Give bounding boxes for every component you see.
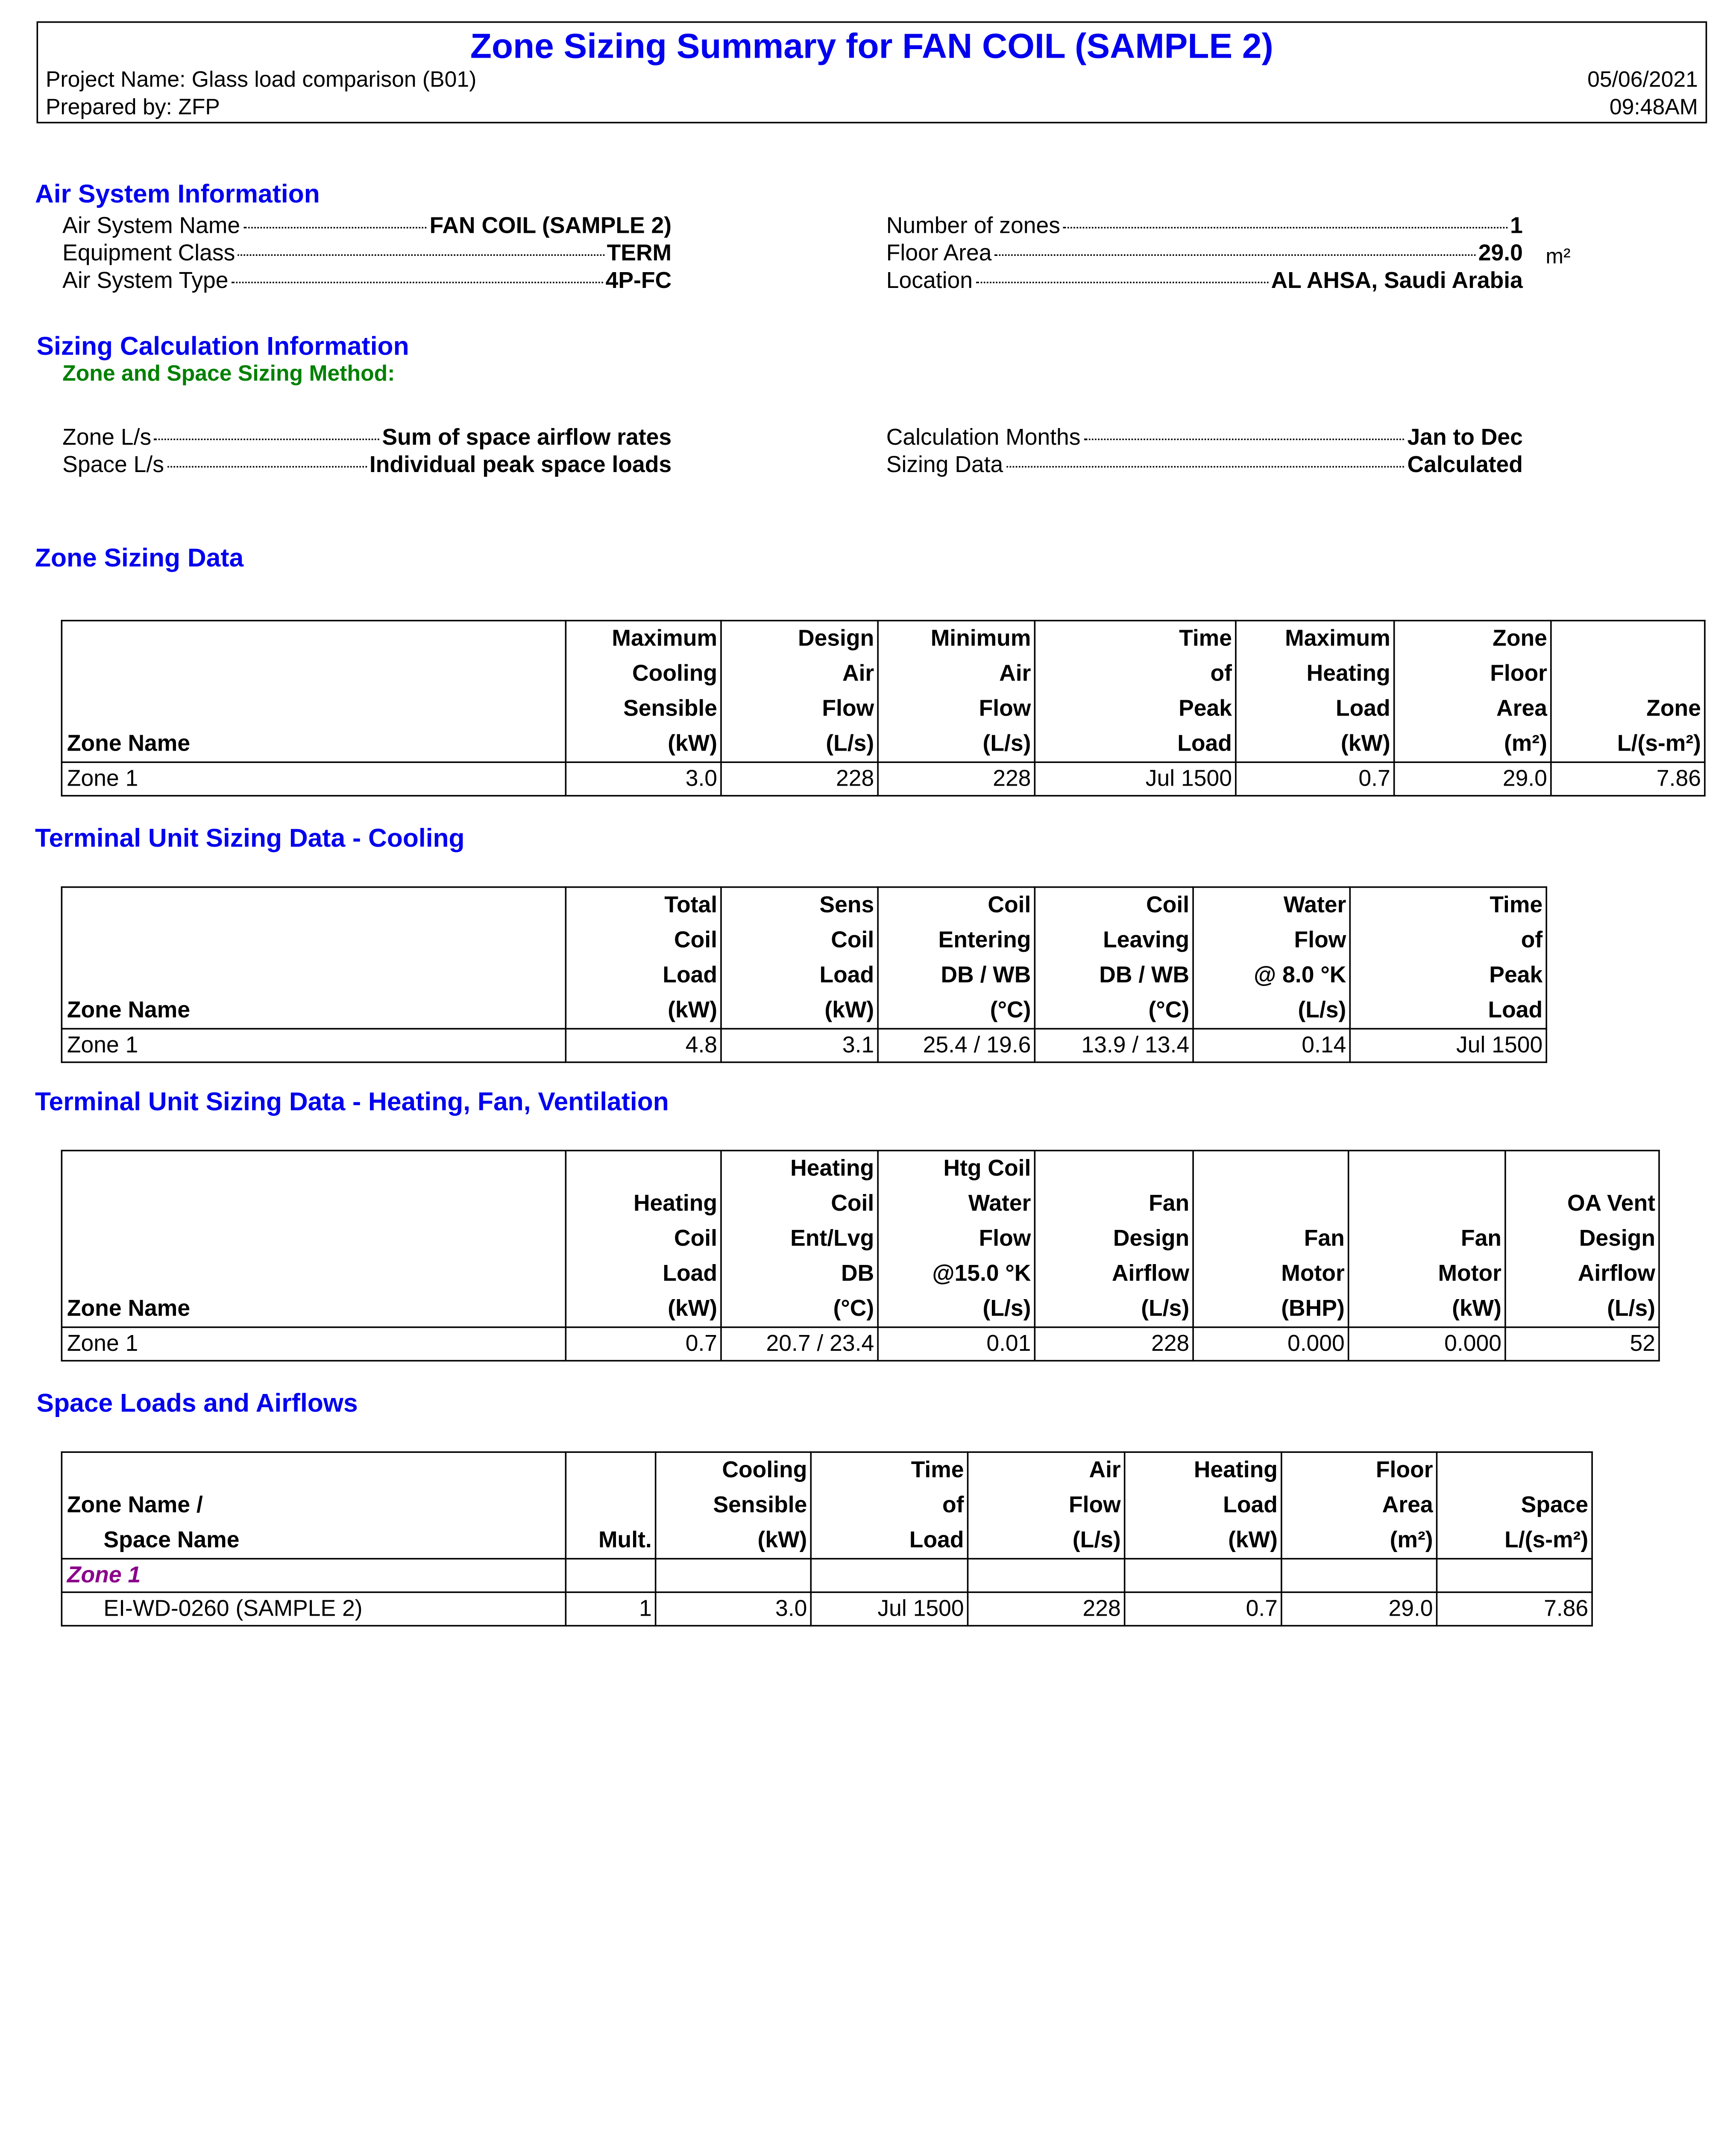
air-system-type-label: Air System Type: [62, 268, 229, 294]
header-line: (m²): [1504, 731, 1547, 757]
table-cell: [811, 1559, 968, 1592]
table-cell: Zone 1: [62, 1327, 566, 1361]
column-header: [1505, 1150, 1659, 1327]
space-ls-row: [62, 452, 672, 478]
air-system-name-label: Air System Name: [62, 213, 240, 239]
header-line: Cooling: [632, 661, 718, 687]
floor-area-row: [886, 241, 1523, 267]
air-system-name-row: [62, 213, 672, 239]
header-line: (kW): [1340, 731, 1390, 757]
header-line: @ 8.0 °K: [1254, 962, 1346, 989]
header-line: Heating: [790, 1156, 874, 1182]
header-line: Load: [1177, 731, 1232, 757]
header-line: Load: [909, 1527, 964, 1554]
column-header: [566, 1452, 655, 1559]
header-line: (L/s): [826, 731, 874, 757]
zone-sizing-section-title: Zone Sizing Data: [35, 543, 244, 573]
space-ls-label: Space L/s: [62, 452, 164, 478]
dot-leader: [238, 253, 604, 256]
header-line: @15.0 °K: [932, 1261, 1031, 1287]
header-line: Water: [1283, 892, 1346, 918]
column-header: [721, 621, 878, 763]
header-line: (°C): [1148, 998, 1190, 1024]
table-cell: 0.01: [878, 1327, 1035, 1361]
header-line: Coil: [988, 892, 1031, 918]
report-header: [37, 21, 1707, 123]
sizing-data-value: Calculated: [1407, 452, 1523, 478]
header-line: (L/s): [1072, 1527, 1121, 1554]
prepared-by: Prepared by: ZFP: [45, 96, 220, 120]
column-header: [62, 887, 566, 1029]
header-line: Mult.: [598, 1527, 652, 1554]
header-line: DB / WB: [1099, 962, 1190, 989]
header-line: Sensible: [713, 1492, 807, 1519]
header-line: Time: [1179, 626, 1232, 652]
dot-leader: [1006, 464, 1404, 467]
table-cell: 1: [566, 1592, 655, 1625]
header-line: Coil: [831, 927, 874, 954]
column-header: [62, 1452, 566, 1559]
location-row: [886, 268, 1523, 294]
location-value: AL AHSA, Saudi Arabia: [1271, 268, 1523, 294]
table-cell: 7.86: [1437, 1592, 1592, 1625]
table-cell: 13.9 / 13.4: [1035, 1029, 1193, 1062]
table-cell: Jul 1500: [1035, 762, 1236, 795]
table-header-row: [62, 887, 1546, 1029]
dot-leader: [167, 464, 367, 467]
table-cell: 4.8: [566, 1029, 721, 1062]
table-cell: [1125, 1559, 1281, 1592]
table-row: [62, 762, 1705, 795]
table-cell: 0.000: [1349, 1327, 1505, 1361]
header-line: Airflow: [1578, 1261, 1656, 1287]
header-line: (°C): [990, 998, 1031, 1024]
header-line: Motor: [1281, 1261, 1345, 1287]
table-header-row: [62, 1452, 1592, 1559]
header-line: Sensible: [623, 696, 718, 722]
header-line: Design: [1113, 1226, 1190, 1252]
number-of-zones-label: Number of zones: [886, 213, 1061, 239]
table-cell: 20.7 / 23.4: [721, 1327, 878, 1361]
table-cell: 52: [1505, 1327, 1659, 1361]
equipment-class-value: TERM: [607, 241, 672, 267]
header-line: Sens: [819, 892, 874, 918]
air-system-type-value: 4P-FC: [605, 268, 672, 294]
column-header: [1551, 621, 1705, 763]
header-line: (L/s): [1298, 998, 1346, 1024]
table-cell: 228: [968, 1592, 1124, 1625]
calc-months-row: [886, 425, 1523, 451]
tu-cooling-section-title: Terminal Unit Sizing Data - Cooling: [35, 824, 465, 853]
column-header: [566, 1150, 721, 1327]
sizing-method-title: Zone and Space Sizing Method:: [62, 362, 395, 387]
column-header: [721, 887, 878, 1029]
header-line: Cooling: [722, 1457, 807, 1484]
air-system-name-value: FAN COIL (SAMPLE 2): [429, 213, 672, 239]
tu-heating-table: [61, 1150, 1660, 1361]
header-line: (L/s): [1607, 1296, 1656, 1322]
header-line: (°C): [833, 1296, 874, 1322]
header-line: (BHP): [1281, 1296, 1345, 1322]
header-line: Zone: [1646, 696, 1701, 722]
header-line: (kW): [668, 998, 718, 1024]
table-row: [62, 1327, 1659, 1361]
column-header: [1437, 1452, 1592, 1559]
column-header: [878, 1150, 1035, 1327]
number-of-zones-value: 1: [1510, 213, 1523, 239]
table-cell: 0.7: [1236, 762, 1394, 795]
zone-ls-row: [62, 425, 672, 451]
column-header: [811, 1452, 968, 1559]
column-header: [566, 887, 721, 1029]
column-header: [878, 621, 1035, 763]
header-line: Coil: [1146, 892, 1190, 918]
table-cell: 0.7: [566, 1327, 721, 1361]
header-line: Zone: [1493, 626, 1547, 652]
location-label: Location: [886, 268, 973, 294]
table-cell: 228: [1035, 1327, 1193, 1361]
column-header: [566, 621, 721, 763]
header-line: Coil: [674, 927, 718, 954]
header-line: Air: [842, 661, 874, 687]
column-header: [968, 1452, 1124, 1559]
sizing-data-row: [886, 452, 1523, 478]
dot-leader: [995, 253, 1475, 256]
header-line: Load: [1223, 1492, 1278, 1519]
header-line: Flow: [822, 696, 874, 722]
column-header: [1193, 887, 1350, 1029]
header-line: Zone Name: [67, 731, 191, 757]
header-line: Floor: [1490, 661, 1547, 687]
table-cell: [1281, 1559, 1437, 1592]
table-cell: Jul 1500: [1350, 1029, 1546, 1062]
zone-sizing-table: [61, 620, 1706, 797]
table-cell: 0.7: [1125, 1592, 1281, 1625]
header-line: of: [1210, 661, 1232, 687]
dot-leader: [232, 280, 603, 283]
dot-leader: [1084, 437, 1405, 440]
zone-ls-value: Sum of space airflow rates: [382, 425, 672, 451]
table-cell: 3.0: [656, 1592, 811, 1625]
column-header: [878, 887, 1035, 1029]
header-line: (L/s): [982, 731, 1031, 757]
tu-cooling-table: [61, 886, 1547, 1063]
header-line: (kW): [1228, 1527, 1278, 1554]
column-header: [1394, 621, 1551, 763]
header-line: Heating: [1306, 661, 1390, 687]
air-system-type-row: [62, 268, 672, 294]
header-line: Load: [1488, 998, 1543, 1024]
table-cell: 228: [878, 762, 1035, 795]
header-line: Load: [1335, 696, 1390, 722]
header-line: Peak: [1489, 962, 1543, 989]
header-line: Flow: [979, 696, 1031, 722]
header-line: Airflow: [1111, 1261, 1190, 1287]
zone-group-label: Zone 1: [62, 1559, 566, 1592]
zone-ls-label: Zone L/s: [62, 425, 152, 451]
header-line: Leaving: [1103, 927, 1190, 954]
header-line: Maximum: [1285, 626, 1390, 652]
header-line: Fan: [1460, 1226, 1501, 1252]
header-line: Coil: [674, 1226, 718, 1252]
table-cell: Zone 1: [62, 762, 566, 795]
floor-area-label: Floor Area: [886, 241, 992, 267]
header-line: Motor: [1438, 1261, 1501, 1287]
header-line: Minimum: [930, 626, 1031, 652]
zone-group-row: [62, 1559, 1592, 1592]
table-cell: [1437, 1559, 1592, 1592]
table-cell: 3.0: [566, 762, 721, 795]
header-line: Ent/Lvg: [790, 1226, 874, 1252]
table-cell: 29.0: [1281, 1592, 1437, 1625]
header-line: Time: [911, 1457, 964, 1484]
header-line: (kW): [668, 731, 718, 757]
header-line: (m²): [1390, 1527, 1433, 1554]
header-line: Zone Name /: [67, 1492, 203, 1519]
header-line: (kW): [757, 1527, 807, 1554]
column-header: [1193, 1150, 1349, 1327]
header-line: Heating: [633, 1191, 718, 1217]
table-cell: 25.4 / 19.6: [878, 1029, 1035, 1062]
column-header: [1236, 621, 1394, 763]
table-cell: [656, 1559, 811, 1592]
header-line: Total: [664, 892, 718, 918]
header-line: Floor: [1375, 1457, 1433, 1484]
column-header: [1035, 621, 1236, 763]
equipment-class-row: [62, 241, 672, 267]
header-line: Zone Name: [67, 998, 191, 1024]
space-loads-section-title: Space Loads and Airflows: [36, 1389, 358, 1418]
header-line: Peak: [1179, 696, 1232, 722]
column-header: [721, 1150, 878, 1327]
header-line: L/(s-m²): [1504, 1527, 1589, 1554]
header-line: Entering: [938, 927, 1031, 954]
dot-leader: [154, 437, 379, 440]
calc-months-label: Calculation Months: [886, 425, 1081, 451]
table-cell: Jul 1500: [811, 1592, 968, 1625]
header-line: Load: [663, 962, 718, 989]
header-line: Design: [1579, 1226, 1656, 1252]
table-header-row: [62, 1150, 1659, 1327]
table-cell: 29.0: [1394, 762, 1551, 795]
table-cell: EI-WD-0260 (SAMPLE 2): [62, 1592, 566, 1625]
air-system-section-title: Air System Information: [35, 179, 320, 209]
table-header-row: [62, 621, 1705, 763]
header-line: Zone Name: [67, 1296, 191, 1322]
header-line: Air: [1089, 1457, 1121, 1484]
header-line: (kW): [1452, 1296, 1501, 1322]
header-line: Maximum: [612, 626, 718, 652]
header-line: OA Vent: [1567, 1191, 1656, 1217]
column-header: [62, 621, 566, 763]
header-line: Space Name: [103, 1527, 240, 1554]
table-cell: 7.86: [1551, 762, 1705, 795]
header-line: Flow: [979, 1226, 1031, 1252]
header-line: Water: [968, 1191, 1031, 1217]
floor-area-value: 29.0: [1478, 241, 1523, 267]
column-header: [1035, 887, 1193, 1029]
space-ls-value: Individual peak space loads: [369, 452, 672, 478]
table-cell: 0.000: [1193, 1327, 1349, 1361]
header-line: (kW): [668, 1296, 718, 1322]
table-cell: 0.14: [1193, 1029, 1350, 1062]
sizing-calc-section-title: Sizing Calculation Information: [36, 332, 409, 361]
header-line: of: [942, 1492, 964, 1519]
dot-leader: [1063, 226, 1507, 229]
space-loads-table: [61, 1451, 1593, 1626]
column-header: [656, 1452, 811, 1559]
header-line: Space: [1521, 1492, 1589, 1519]
header-line: DB: [841, 1261, 874, 1287]
header-line: of: [1521, 927, 1543, 954]
project-name: Project Name: Glass load comparison (B01): [45, 68, 477, 93]
header-line: Area: [1382, 1492, 1433, 1519]
header-line: Coil: [831, 1191, 874, 1217]
header-line: DB / WB: [941, 962, 1031, 989]
table-cell: Zone 1: [62, 1029, 566, 1062]
header-line: Area: [1496, 696, 1547, 722]
header-line: Fan: [1149, 1191, 1190, 1217]
table-cell: [566, 1559, 655, 1592]
header-line: Heating: [1194, 1457, 1278, 1484]
floor-area-unit: m²: [1545, 244, 1571, 268]
column-header: [1281, 1452, 1437, 1559]
sizing-data-label: Sizing Data: [886, 452, 1003, 478]
header-line: Load: [819, 962, 874, 989]
header-line: Flow: [1068, 1492, 1121, 1519]
header-line: Htg Coil: [943, 1156, 1031, 1182]
report-date: 05/06/2021: [1587, 68, 1698, 93]
number-of-zones-row: [886, 213, 1523, 239]
table-cell: [968, 1559, 1124, 1592]
report-title: Zone Sizing Summary for FAN COIL (SAMPLE 2): [470, 26, 1273, 66]
dot-leader: [243, 226, 426, 229]
header-line: Air: [999, 661, 1031, 687]
column-header: [62, 1150, 566, 1327]
header-line: (L/s): [1141, 1296, 1190, 1322]
header-line: Fan: [1304, 1226, 1345, 1252]
tu-heating-section-title: Terminal Unit Sizing Data - Heating, Fan, Ventilation: [35, 1087, 669, 1117]
table-cell: 228: [721, 762, 878, 795]
equipment-class-label: Equipment Class: [62, 241, 235, 267]
calc-months-value: Jan to Dec: [1407, 425, 1523, 451]
header-line: Load: [663, 1261, 718, 1287]
column-header: [1125, 1452, 1281, 1559]
header-line: Flow: [1294, 927, 1346, 954]
table-cell: 3.1: [721, 1029, 878, 1062]
header-line: (L/s): [982, 1296, 1031, 1322]
header-line: Design: [798, 626, 874, 652]
header-line: L/(s-m²): [1617, 731, 1701, 757]
table-row: [62, 1029, 1546, 1062]
header-line: Time: [1490, 892, 1543, 918]
column-header: [1035, 1150, 1193, 1327]
report-time: 09:48AM: [1609, 96, 1698, 120]
column-header: [1349, 1150, 1505, 1327]
dot-leader: [976, 280, 1268, 283]
table-row: [62, 1592, 1592, 1625]
header-line: (kW): [824, 998, 874, 1024]
column-header: [1350, 887, 1546, 1029]
